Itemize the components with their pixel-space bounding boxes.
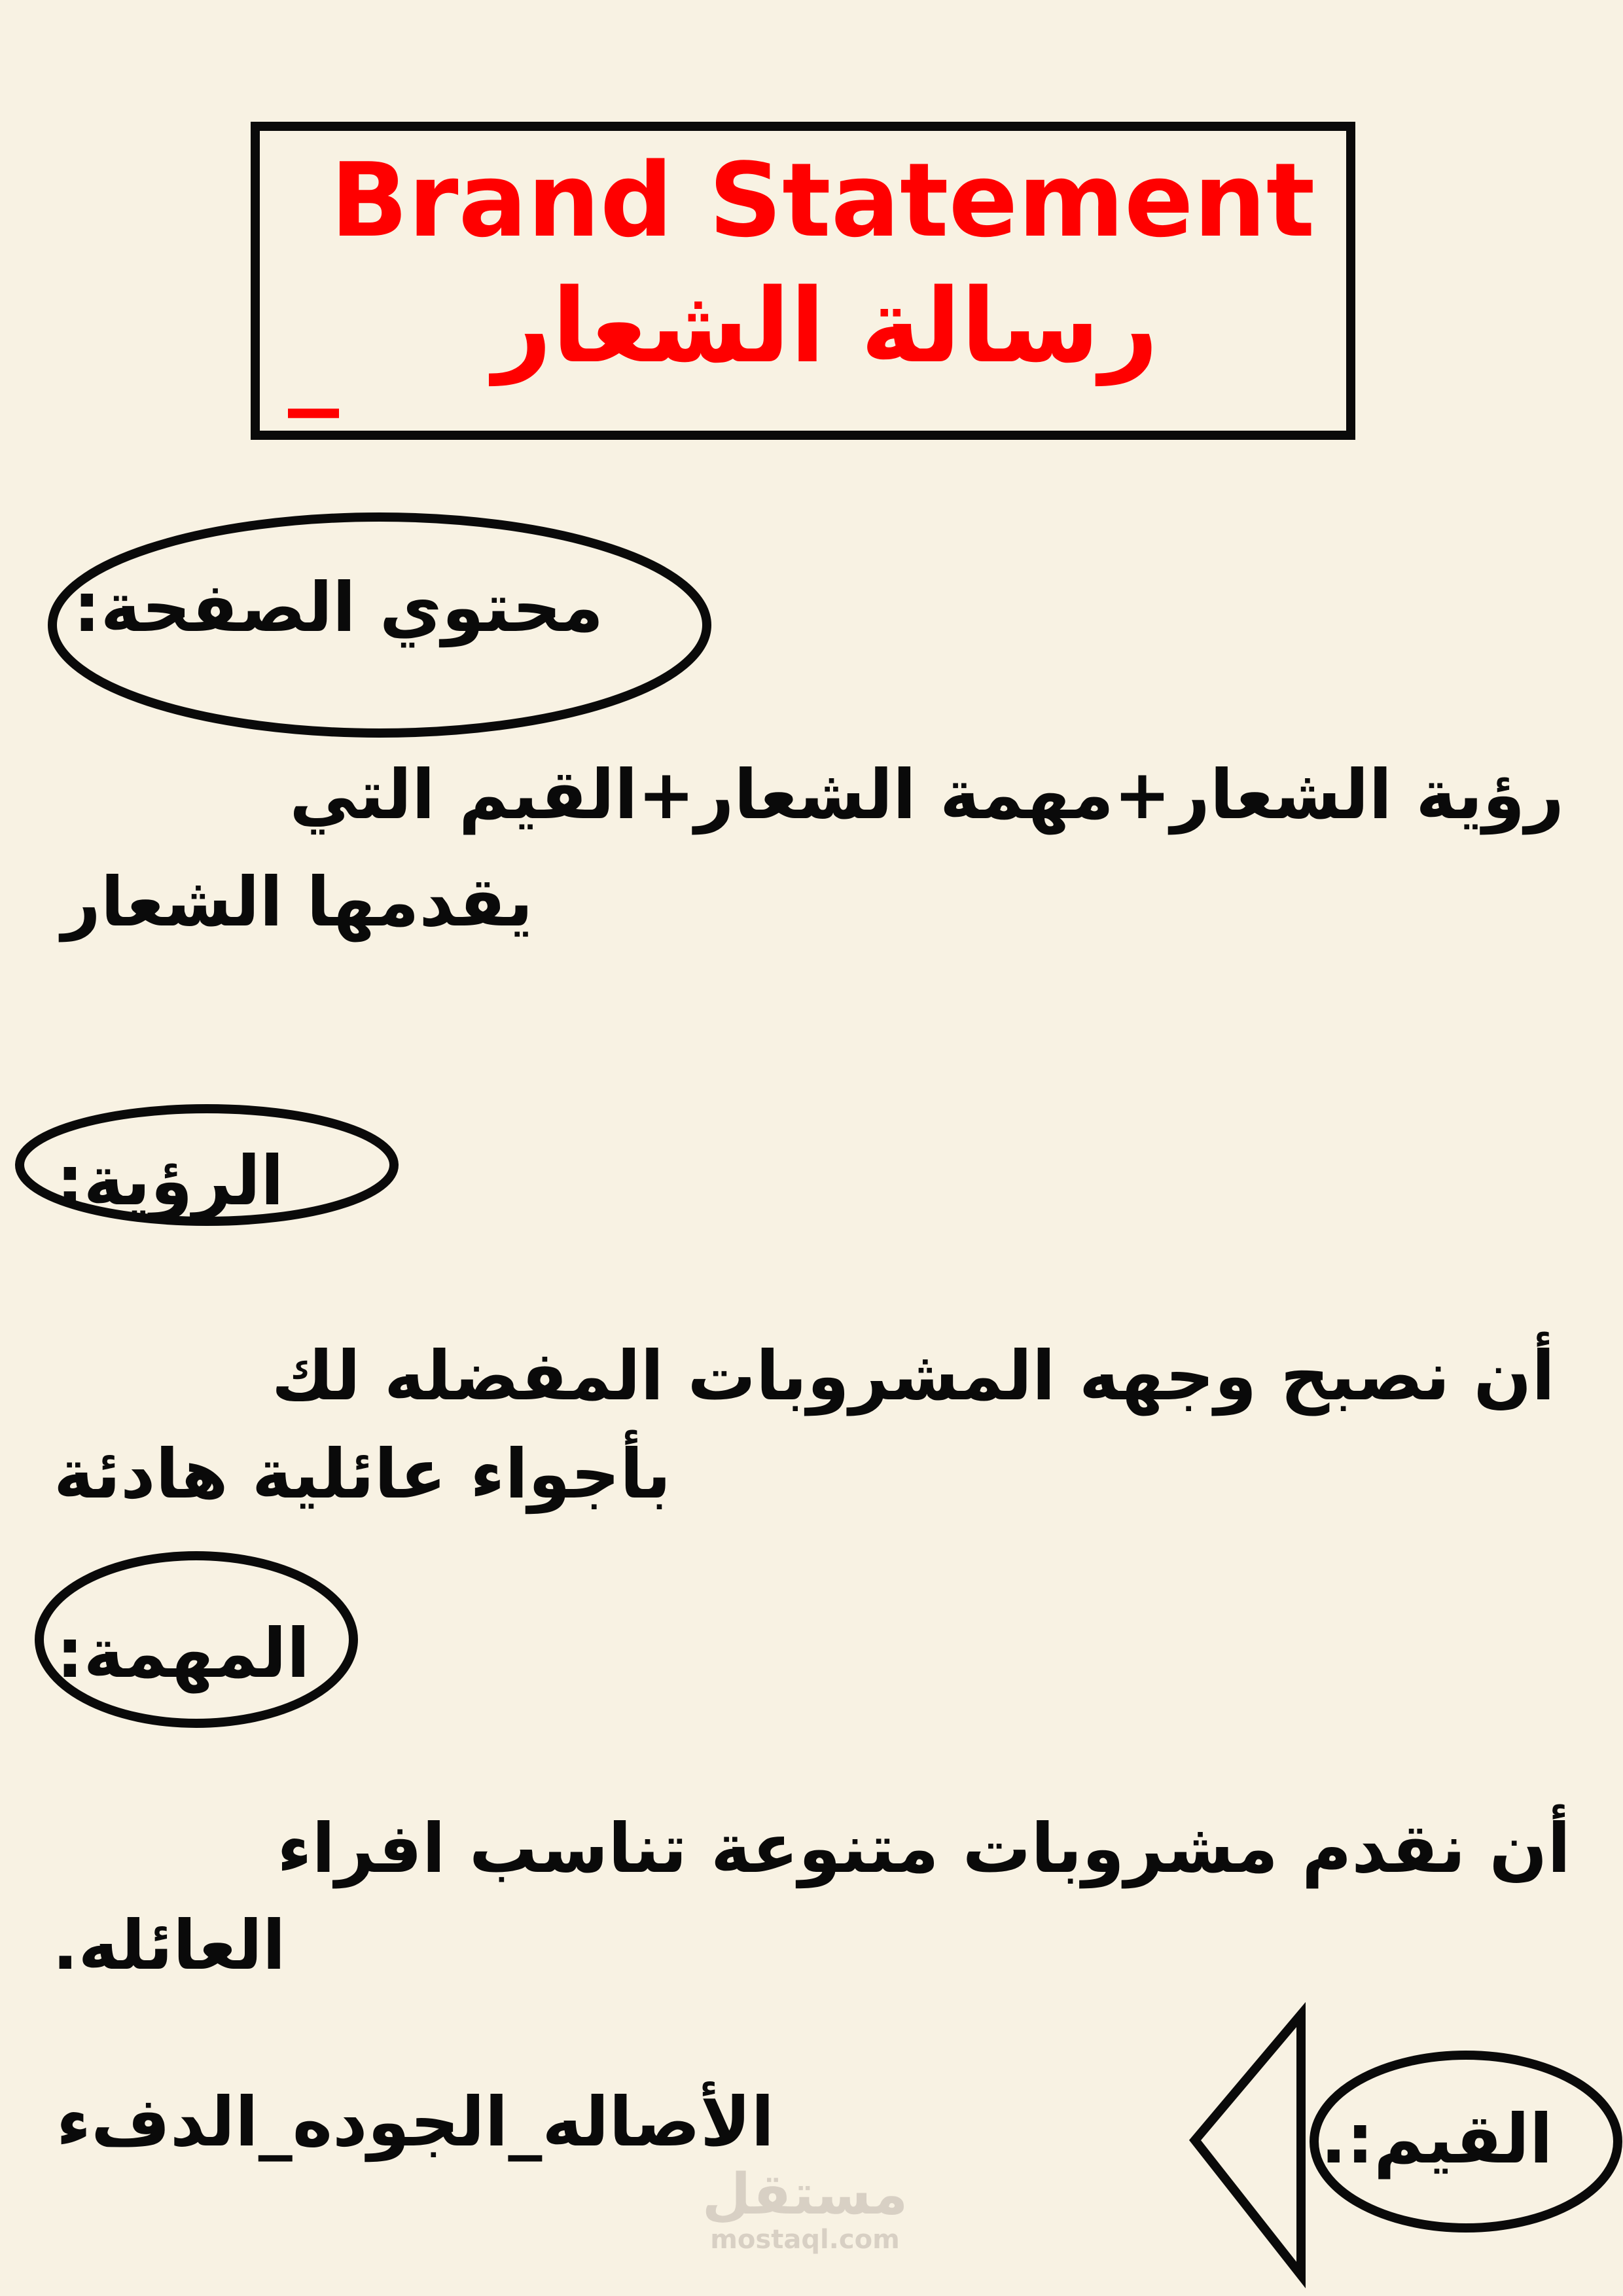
mission-line-1: أن نقدم مشروبات متنوعة تناسب افراء	[277, 1808, 1571, 1888]
vision-heading: الرؤية:	[56, 1141, 284, 1221]
mission-heading: المهمة:	[56, 1613, 310, 1693]
values-text: الأصاله_الجوده_الدفء	[56, 2082, 775, 2162]
title-dash: _	[288, 299, 339, 418]
watermark-arabic: مستقل	[702, 2162, 908, 2227]
watermark	[700, 2162, 910, 2255]
vision-line-2: بأجواء عائلية هادئة	[54, 1434, 671, 1514]
title-arabic: رسالة الشعار	[493, 266, 1158, 386]
content-line-1: رؤية الشعار+مهمة الشعار+القيم التي	[289, 755, 1564, 834]
values-triangle-arrow	[1195, 2015, 1301, 2275]
content-heading: محتوي الصفحة:	[73, 567, 604, 647]
mission-line-2: العائله.	[52, 1905, 286, 1985]
values-heading: القيم:.	[1321, 2099, 1553, 2179]
title-english: Brand Statement	[330, 141, 1315, 260]
watermark-latin: mostaql.com	[710, 2225, 900, 2255]
vision-line-1: أن نصبح وجهه المشروبات المفضله لك	[271, 1336, 1555, 1416]
content-line-2: يقدمها الشعار	[62, 862, 533, 942]
